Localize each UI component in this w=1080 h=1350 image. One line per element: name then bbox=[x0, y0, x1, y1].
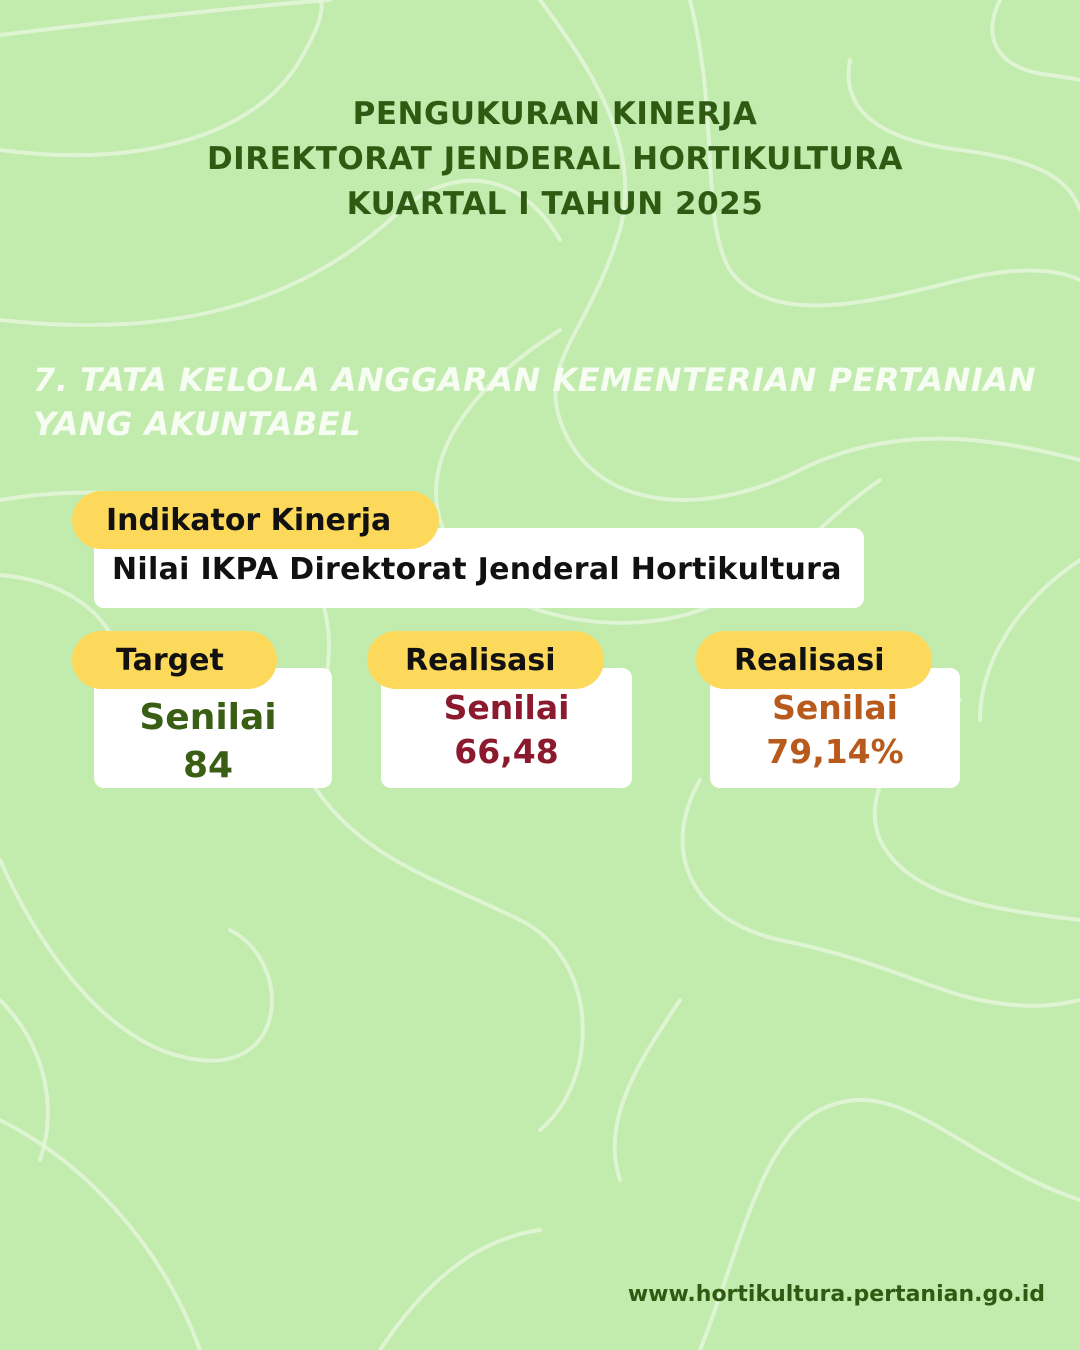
header-line-2: DIREKTORAT JENDERAL HORTIKULTURA bbox=[206, 141, 904, 177]
website-url[interactable]: www.hortikultura.pertanian.go.id bbox=[627, 1282, 1045, 1307]
header-line-3: KUARTAL I TAHUN 2025 bbox=[346, 186, 764, 222]
realisasi-label-pill-2 bbox=[696, 631, 932, 689]
target-value bbox=[94, 694, 322, 790]
section-title bbox=[33, 358, 1053, 446]
realisasi-label-1: Realisasi bbox=[405, 642, 556, 678]
target-label-pill bbox=[72, 631, 277, 689]
realisasi-value-2 bbox=[710, 686, 960, 774]
realisasi-value-1-line-2: 66,48 bbox=[454, 732, 559, 771]
realisasi-value-1-line-1: Senilai bbox=[443, 688, 570, 727]
header-line-1: PENGUKURAN KINERJA bbox=[352, 96, 758, 132]
page-header bbox=[0, 92, 1080, 227]
indicator-label-pill bbox=[72, 491, 439, 549]
realisasi-value-1 bbox=[381, 686, 632, 774]
target-value-line-2: 84 bbox=[182, 745, 234, 786]
realisasi-label-pill-1 bbox=[367, 631, 604, 689]
target-value-line-1: Senilai bbox=[139, 697, 277, 738]
realisasi-label-2: Realisasi bbox=[734, 642, 885, 678]
section-title-line-2: YANG AKUNTABEL bbox=[33, 405, 361, 443]
realisasi-value-2-line-1: Senilai bbox=[772, 688, 898, 727]
indicator-value: Nilai IKPA Direktorat Jenderal Hortikultura bbox=[112, 552, 842, 587]
realisasi-value-2-line-2: 79,14% bbox=[766, 732, 904, 771]
indicator-label: Indikator Kinerja bbox=[106, 502, 392, 538]
target-label: Target bbox=[116, 642, 224, 678]
section-title-line-1: 7. TATA KELOLA ANGGARAN KEMENTERIAN PERTANIAN bbox=[33, 361, 1036, 399]
